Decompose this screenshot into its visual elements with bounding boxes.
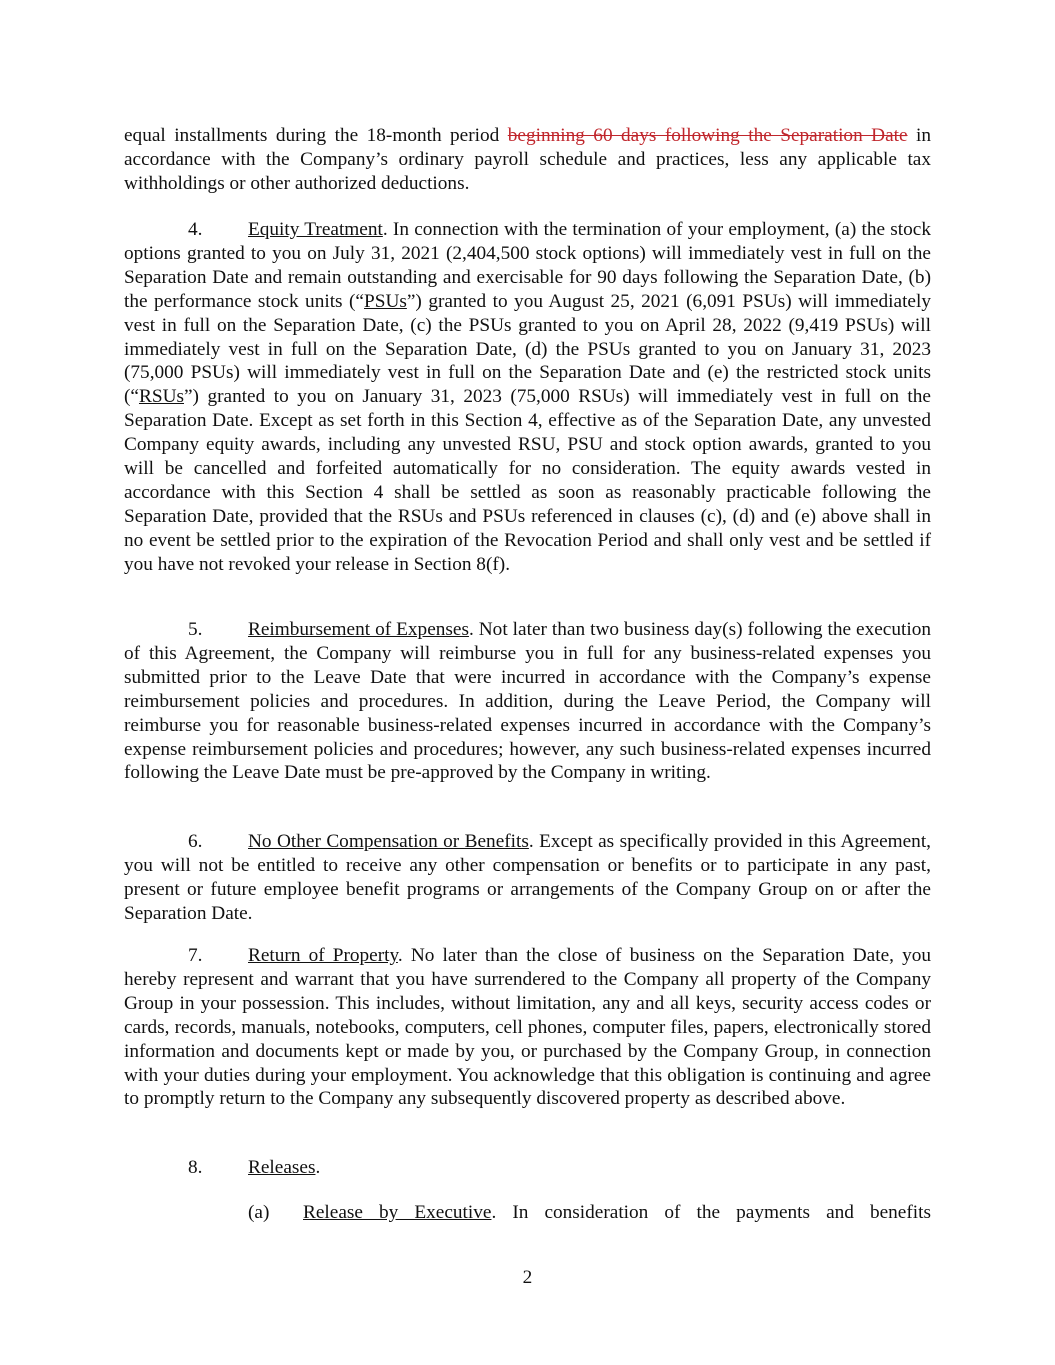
defined-term: RSUs — [138, 386, 184, 408]
paragraph-continuation — [124, 124, 931, 196]
text: ”) granted to you August 25, 2021 (6,091 PSUs) will immediately vest in full on the Separation Date, (c) the PSUs granted to you on April 28, 2022 (9,419 PSUs) will immediately vest in full on the Separation Date, (d) the PSUs granted to you on January 31, 2023 (75,000 PSUs) will immediately vest in full on the Separation Date and (e) the restricted stock units (“ — [124, 290, 931, 408]
section-heading: Releases — [248, 1157, 316, 1178]
section-6-no-other-compensation — [124, 830, 931, 926]
section-8a-release-by-executive — [124, 1201, 931, 1225]
subsection-heading: Release by Executive — [303, 1202, 492, 1223]
section-5-reimbursement — [124, 618, 931, 785]
strikethrough-text: beginning 60 days following the Separation Date — [507, 125, 908, 146]
text: . Not later than two business day(s) following the execution of this Agreement, the Company will reimburse you in full for any business-related expenses you submitted prior to the Leave Date that were incurred in accordance with the Company’s expense reimbursement policies and procedures. In addition, during the Leave Period, the Company will reimburse you for reasonable business-related expenses incurred in accordance with the Company’s expense reimbursement policies and procedures; however, any such business-related expenses incurred following the Leave Date must be pre-approved by the Company in writing. — [124, 619, 931, 784]
text: . No later than the close of business on the Separation Date, you hereby represent and warrant that you have surrendered to the Company all property of the Company Group in your possession. This includes, without limitation, any and all keys, security access codes or cards, records, manuals, notebooks, computers, cell phones, computer files, papers, electronically stored information and documents kept or made by you, or purchased by the Company Group, in connection with your duties during your employment. You acknowledge that this obligation is continuing and agree to promptly return to the Company any subsequently discovered property as described above. — [124, 945, 931, 1110]
section-number: 7. — [188, 945, 203, 966]
defined-term: PSUs — [364, 290, 407, 312]
section-number: 5. — [188, 619, 203, 640]
text: . In connection with the termination of your employment, (a) the stock options granted to you on July 31, 2021 (2,404,500 stock options) will immediately vest in full on the Separation Date and remain outstanding and exercisable for 90 days following the Separation Date, (b) the performance stock units (“ — [124, 219, 931, 312]
text: . — [315, 1157, 321, 1178]
text: ”) granted to you on January 31, 2023 (75,000 RSUs) will immediately vest in full on the Separation Date. Except as set forth in this Section 4, effective as of the Separation Date, any unvested Company equity awards, including any unvested RSU, PSU and stock option awards, granted to you will be cancelled and forfeited automatically for no consideration. The equity awards vested in accordance with this Section 4 shall be settled as soon as reasonably practicable following the Separation Date, provided that the RSUs and PSUs referenced in clauses (c), (d) and (e) above shall in no event be settled prior to the expiration of the Revocation Period and shall only vest and be settled if you have not revoked your release in Section 8(f). — [124, 386, 931, 575]
section-number: 6. — [188, 831, 203, 852]
section-7-return-of-property — [124, 944, 931, 1111]
section-heading: Reimbursement of Expenses — [248, 619, 469, 640]
section-heading: No Other Compensation or Benefits — [248, 831, 529, 852]
page-number: 2 — [522, 1267, 533, 1288]
section-number: 4. — [188, 219, 203, 240]
text: in accordance with the Company’s ordinary payroll schedule and practices, less any applicable tax withholdings or other authorized deductions. — [124, 125, 931, 194]
section-8-releases — [124, 1156, 931, 1180]
subsection-number: (a) — [248, 1202, 270, 1223]
section-heading: Return of Property — [248, 945, 398, 966]
text: . Except as specifically provided in this Agreement, you will not be entitled to receive any other compensation or benefits or to participate in any past, present or future employee benefit programs or arrangements of the Company Group on or after the Separation Date. — [124, 831, 931, 924]
section-4-equity-treatment — [124, 218, 931, 577]
text: . In consideration of the payments and benefits — [491, 1202, 932, 1223]
section-number: 8. — [188, 1157, 203, 1178]
section-heading: Equity Treatment — [248, 219, 383, 240]
text: equal installments during the 18-month period — [124, 125, 508, 146]
